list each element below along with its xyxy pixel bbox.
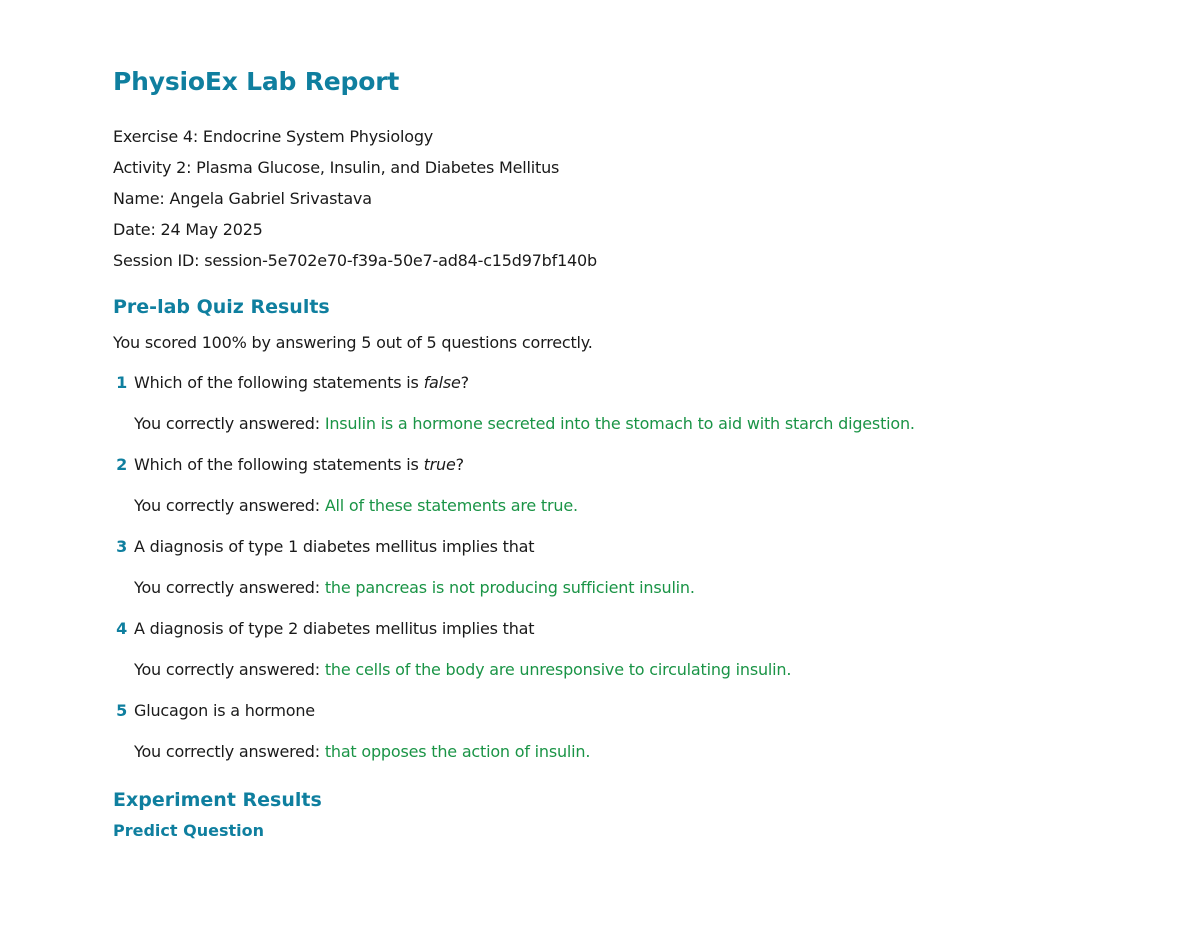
question-number: 3 bbox=[116, 537, 127, 556]
report-title: PhysioEx Lab Report bbox=[113, 67, 400, 96]
quiz-item bbox=[113, 534, 1113, 601]
question-text: A diagnosis of type 1 diabetes mellitus implies that bbox=[134, 537, 535, 556]
session-id: Session ID: session-5e702e70-f39a-50e7-ad84-c15d97bf140b bbox=[113, 251, 597, 270]
question-number: 1 bbox=[116, 373, 127, 392]
question bbox=[113, 534, 1113, 560]
question bbox=[113, 452, 1113, 478]
question-text: Which of the following statements is bbox=[134, 373, 424, 392]
question bbox=[113, 370, 1113, 396]
experiment-heading: Experiment Results bbox=[113, 789, 322, 811]
question-number: 2 bbox=[116, 455, 127, 474]
answer-prefix: You correctly answered: bbox=[134, 414, 325, 433]
quiz-score: You scored 100% by answering 5 out of 5 questions correctly. bbox=[113, 333, 593, 352]
quiz-item bbox=[113, 698, 1113, 765]
report-meta bbox=[113, 121, 1113, 276]
question-suffix: ? bbox=[460, 373, 469, 392]
answer-text: the pancreas is not producing sufficient insulin. bbox=[324, 578, 695, 597]
answer-prefix: You correctly answered: bbox=[134, 660, 325, 679]
answer-line bbox=[113, 657, 1113, 683]
exercise-line: Exercise 4: Endocrine System Physiology bbox=[113, 127, 434, 146]
question-number: 5 bbox=[116, 701, 127, 720]
lab-report-page bbox=[113, 62, 1113, 845]
question-emphasis: false bbox=[423, 373, 461, 392]
question bbox=[113, 698, 1113, 724]
question bbox=[113, 616, 1113, 642]
prelab-heading: Pre-lab Quiz Results bbox=[113, 296, 330, 318]
question-number: 4 bbox=[116, 619, 127, 638]
question-text: Glucagon is a hormone bbox=[134, 701, 315, 720]
quiz-item bbox=[113, 616, 1113, 683]
answer-line bbox=[113, 411, 1113, 437]
answer-prefix: You correctly answered: bbox=[134, 742, 325, 761]
answer-line bbox=[113, 493, 1113, 519]
answer-line bbox=[113, 575, 1113, 601]
activity-line: Activity 2: Plasma Glucose, Insulin, and Diabetes Mellitus bbox=[113, 158, 560, 177]
answer-text: that opposes the action of insulin. bbox=[324, 742, 591, 761]
student-name: Name: Angela Gabriel Srivastava bbox=[113, 189, 372, 208]
question-text: A diagnosis of type 2 diabetes mellitus implies that bbox=[134, 619, 535, 638]
answer-prefix: You correctly answered: bbox=[134, 578, 325, 597]
quiz-list bbox=[113, 370, 1113, 765]
answer-text: All of these statements are true. bbox=[324, 496, 578, 515]
quiz-item bbox=[113, 370, 1113, 437]
question-emphasis: true bbox=[423, 455, 456, 474]
quiz-item bbox=[113, 452, 1113, 519]
question-text: Which of the following statements is bbox=[134, 455, 424, 474]
predict-question-heading: Predict Question bbox=[113, 821, 264, 840]
answer-text: the cells of the body are unresponsive to circulating insulin. bbox=[324, 660, 792, 679]
answer-prefix: You correctly answered: bbox=[134, 496, 325, 515]
answer-text: Insulin is a hormone secreted into the stomach to aid with starch digestion. bbox=[324, 414, 915, 433]
answer-line bbox=[113, 739, 1113, 765]
report-date: Date: 24 May 2025 bbox=[113, 220, 263, 239]
question-suffix: ? bbox=[455, 455, 464, 474]
